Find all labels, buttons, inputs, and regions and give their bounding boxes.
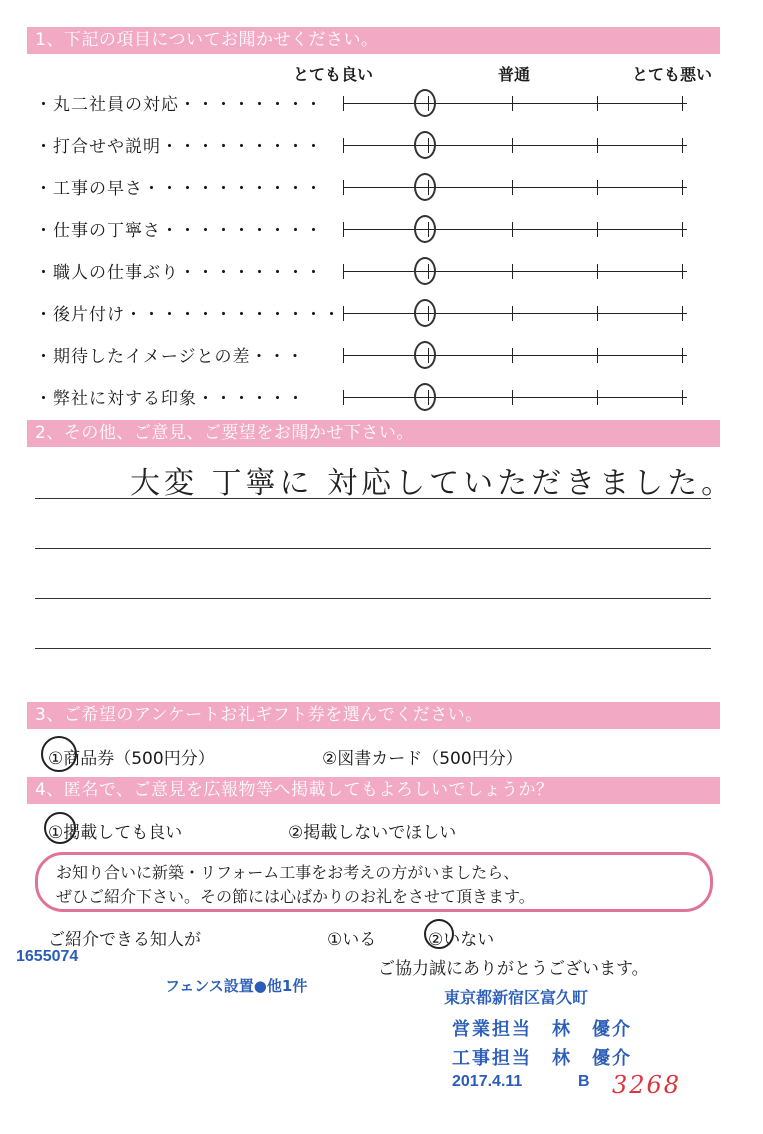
rating-scale-line xyxy=(343,397,687,398)
referral-question: ご紹介できる知人が xyxy=(48,930,201,950)
thanks-message: ご協力誠にありがとうございます。 xyxy=(378,959,649,979)
handwritten-comment: 大変 丁寧に 対応していただきました。 xyxy=(130,466,736,501)
rating-row xyxy=(0,172,763,202)
selection-circle xyxy=(414,257,436,285)
rating-tick-4[interactable] xyxy=(597,96,598,111)
construction-staff: 工事担当 林 優介 xyxy=(452,1048,632,1069)
selection-circle xyxy=(414,131,436,159)
rating-tick-1[interactable] xyxy=(343,306,344,321)
referral-option-no[interactable]: ②いない xyxy=(428,930,495,950)
rating-item-label: ・打合せや説明・・・・・・・・・ xyxy=(35,137,323,157)
rating-tick-3[interactable] xyxy=(512,138,513,153)
scale-normal-label: 普通 xyxy=(498,65,531,84)
rating-row xyxy=(0,382,763,412)
section4-header: 4、匿名で、ご意見を広報物等へ掲載してもよろしいでしょうか？ xyxy=(27,777,720,804)
selection-circle xyxy=(414,383,436,411)
rating-tick-4[interactable] xyxy=(597,138,598,153)
rating-tick-1[interactable] xyxy=(343,180,344,195)
rating-row xyxy=(0,256,763,286)
rating-item-label: ・仕事の丁寧さ・・・・・・・・・ xyxy=(35,221,323,241)
rating-item-label: ・弊社に対する印象・・・・・・ xyxy=(35,389,305,409)
rating-item-label: ・工事の早さ・・・・・・・・・・ xyxy=(35,179,323,199)
referral-text-line1: お知り合いに新築・リフォーム工事をお考えの方がいましたら、 xyxy=(56,863,520,882)
rating-tick-5[interactable] xyxy=(682,390,683,405)
rating-tick-3[interactable] xyxy=(512,264,513,279)
comment-line xyxy=(35,548,711,549)
publish-option-2[interactable]: ②掲載しないでほしい xyxy=(288,823,457,843)
rating-row xyxy=(0,340,763,370)
handwritten-number: 3268 xyxy=(612,1071,682,1099)
rating-tick-1[interactable] xyxy=(343,390,344,405)
scale-good-label: とても良い xyxy=(293,65,374,84)
work-description: フェンス設置●他1件 xyxy=(165,977,308,995)
rating-item-label: ・後片付け・・・・・・・・・・・・ xyxy=(35,305,341,325)
rating-row xyxy=(0,298,763,328)
comment-line xyxy=(35,598,711,599)
rating-tick-3[interactable] xyxy=(512,348,513,363)
section1-header: 1、下記の項目についてお聞かせください。 xyxy=(27,27,720,54)
rating-tick-4[interactable] xyxy=(597,264,598,279)
rating-tick-3[interactable] xyxy=(512,222,513,237)
selection-circle xyxy=(414,299,436,327)
rating-scale-line xyxy=(343,271,687,272)
rating-tick-4[interactable] xyxy=(597,180,598,195)
rating-tick-3[interactable] xyxy=(512,306,513,321)
publish-option-1[interactable]: ①掲載しても良い xyxy=(48,823,183,843)
section2-header: 2、その他、ご意見、ご要望をお聞かせ下さい。 xyxy=(27,420,720,447)
gift-option-2[interactable]: ②図書カード（500円分） xyxy=(322,749,523,769)
rating-row xyxy=(0,88,763,118)
scale-bad-label: とても悪い xyxy=(632,65,713,84)
rating-scale-line xyxy=(343,229,687,230)
rating-tick-1[interactable] xyxy=(343,138,344,153)
rating-tick-5[interactable] xyxy=(682,180,683,195)
rating-tick-1[interactable] xyxy=(343,222,344,237)
rating-scale-line xyxy=(343,313,687,314)
rating-item-label: ・期待したイメージとの差・・・ xyxy=(35,347,305,367)
comment-line xyxy=(35,648,711,649)
selection-circle xyxy=(414,173,436,201)
rating-scale-line xyxy=(343,355,687,356)
rating-tick-3[interactable] xyxy=(512,96,513,111)
rating-tick-5[interactable] xyxy=(682,306,683,321)
rating-tick-3[interactable] xyxy=(512,180,513,195)
selection-circle xyxy=(41,736,77,772)
selection-circle xyxy=(414,215,436,243)
customer-code: 1655074 xyxy=(16,948,79,965)
referral-box xyxy=(35,852,713,912)
selection-circle xyxy=(424,919,454,949)
gift-option-1[interactable]: ①商品券（500円分） xyxy=(48,749,215,769)
rating-tick-5[interactable] xyxy=(682,96,683,111)
referral-option-yes[interactable]: ①いる xyxy=(327,930,377,950)
selection-circle xyxy=(414,341,436,369)
rating-tick-4[interactable] xyxy=(597,222,598,237)
rating-tick-4[interactable] xyxy=(597,306,598,321)
selection-circle xyxy=(414,89,436,117)
survey-date: 2017.4.11 xyxy=(452,1073,523,1090)
rating-scale-line xyxy=(343,103,687,104)
rating-tick-5[interactable] xyxy=(682,222,683,237)
grade: B xyxy=(578,1073,590,1090)
rating-scale-line xyxy=(343,187,687,188)
rating-tick-4[interactable] xyxy=(597,348,598,363)
sales-staff: 営業担当 林 優介 xyxy=(452,1019,632,1040)
rating-tick-1[interactable] xyxy=(343,96,344,111)
rating-item-label: ・丸二社員の対応・・・・・・・・ xyxy=(35,95,323,115)
rating-scale-line xyxy=(343,145,687,146)
comment-line xyxy=(35,498,711,499)
address: 東京都新宿区富久町 xyxy=(444,988,589,1007)
rating-tick-1[interactable] xyxy=(343,348,344,363)
selection-circle xyxy=(44,812,76,844)
rating-tick-1[interactable] xyxy=(343,264,344,279)
rating-item-label: ・職人の仕事ぶり・・・・・・・・ xyxy=(35,263,323,283)
referral-text-line2: ぜひご紹介下さい。その節には心ばかりのお礼をさせて頂きます。 xyxy=(56,887,535,906)
rating-row xyxy=(0,130,763,160)
rating-tick-5[interactable] xyxy=(682,138,683,153)
rating-tick-5[interactable] xyxy=(682,348,683,363)
rating-tick-3[interactable] xyxy=(512,390,513,405)
rating-tick-4[interactable] xyxy=(597,390,598,405)
rating-row xyxy=(0,214,763,244)
rating-tick-5[interactable] xyxy=(682,264,683,279)
section3-header: 3、ご希望のアンケートお礼ギフト券を選んでください。 xyxy=(27,702,720,729)
